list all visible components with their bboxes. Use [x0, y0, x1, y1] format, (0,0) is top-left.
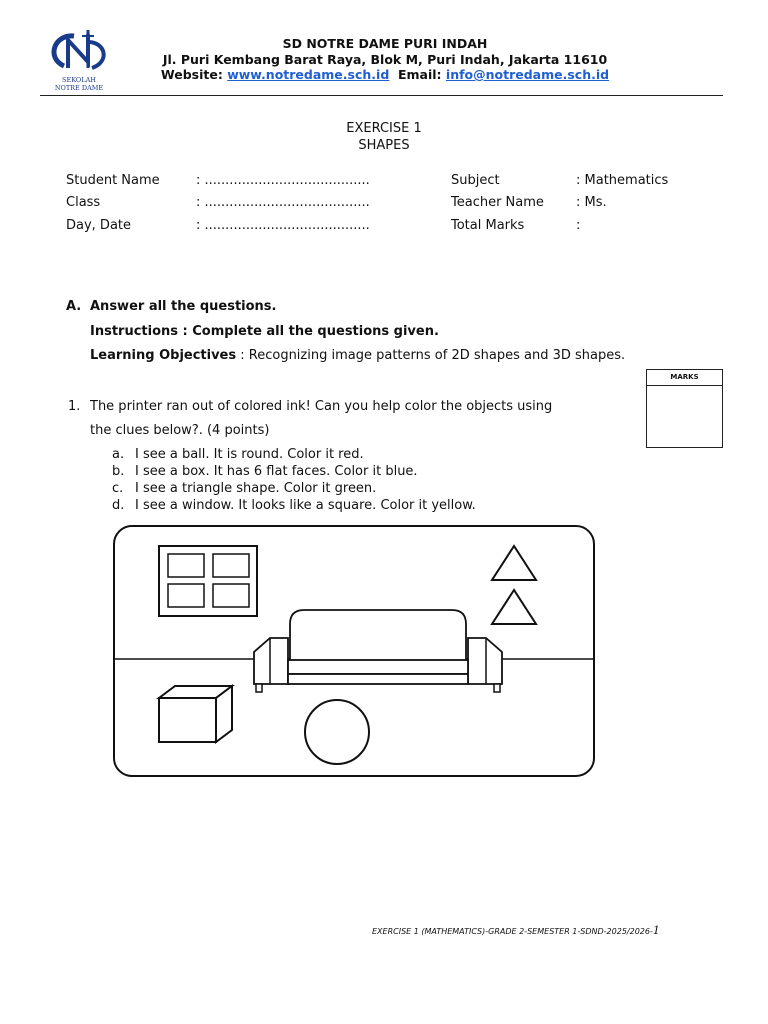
- section-heading: Answer all the questions.: [90, 299, 277, 314]
- total-marks-value: :: [576, 218, 581, 233]
- clue-letter-a: a.: [112, 447, 125, 462]
- subject-label: Subject: [451, 173, 500, 188]
- logo-text-1: SEKOLAH: [62, 76, 96, 84]
- contact-line: [140, 67, 630, 82]
- coloring-picture: [112, 524, 596, 778]
- clue-text-b: I see a box. It has 6 flat faces. Color it blue.: [135, 464, 418, 479]
- class-field: : ........................................: [196, 195, 370, 210]
- ball-shape[interactable]: [305, 700, 369, 764]
- student-name-label: Student Name: [66, 173, 160, 188]
- clue-text-d: I see a window. It looks like a square. Color it yellow.: [135, 498, 476, 513]
- total-marks-label: Total Marks: [451, 218, 525, 233]
- page-footer: [372, 924, 660, 937]
- school-name: SD NOTRE DAME PURI INDAH: [282, 36, 488, 51]
- section-instructions: Instructions : Complete all the questions given.: [90, 324, 439, 339]
- class-label: Class: [66, 195, 101, 210]
- objectives-label: Learning Objectives: [90, 348, 237, 363]
- subject-value: : Mathematics: [576, 173, 669, 188]
- day-date-label: Day, Date: [66, 218, 132, 233]
- teacher-value: : Ms.: [576, 195, 607, 210]
- email-label: Email:: [397, 67, 442, 82]
- clue-letter-d: d.: [112, 498, 125, 513]
- teacher-label: Teacher Name: [451, 195, 544, 210]
- marks-box: [646, 369, 723, 448]
- school-address: Jl. Puri Kembang Barat Raya, Blok M, Puri Indah, Jakarta 11610: [162, 52, 608, 67]
- learning-objectives: [90, 348, 625, 363]
- logo-text-2: NOTRE DAME: [54, 84, 104, 92]
- section-letter: A.: [66, 299, 82, 314]
- exercise-title: EXERCISE 1: [346, 121, 422, 136]
- marks-label: MARKS: [647, 370, 722, 386]
- objectives-text: : Recognizing image patterns of 2D shapes and 3D shapes.: [236, 348, 626, 363]
- clue-text-a: I see a ball. It is round. Color it red.: [135, 447, 364, 462]
- website-label: Website:: [160, 67, 223, 82]
- clue-text-c: I see a triangle shape. Color it green.: [135, 481, 377, 496]
- day-date-field: : ........................................: [196, 218, 370, 233]
- school-logo: [44, 28, 114, 92]
- student-name-field: : ........................................: [196, 173, 370, 188]
- exercise-subtitle: SHAPES: [358, 138, 410, 153]
- question-line-1: The printer ran out of colored ink! Can you help color the objects using: [90, 399, 553, 414]
- question-number: 1.: [68, 399, 81, 414]
- notre-dame-logo-icon: [44, 28, 114, 72]
- box-shape[interactable]: [159, 686, 232, 742]
- question-line-2: the clues below?. (4 points): [90, 423, 270, 438]
- window-shape[interactable]: [159, 546, 257, 616]
- header-divider: [40, 95, 723, 96]
- page-number: 1: [652, 924, 660, 937]
- clue-letter-b: b.: [112, 464, 125, 479]
- email-link[interactable]: info@notredame.sch.id: [445, 67, 610, 82]
- sofa-shape[interactable]: [254, 610, 502, 692]
- clue-letter-c: c.: [112, 481, 124, 496]
- footer-text: EXERCISE 1 (MATHEMATICS)-GRADE 2-SEMESTER 1-SDND-2025/2026-: [372, 927, 653, 936]
- website-link[interactable]: www.notredame.sch.id: [227, 67, 390, 82]
